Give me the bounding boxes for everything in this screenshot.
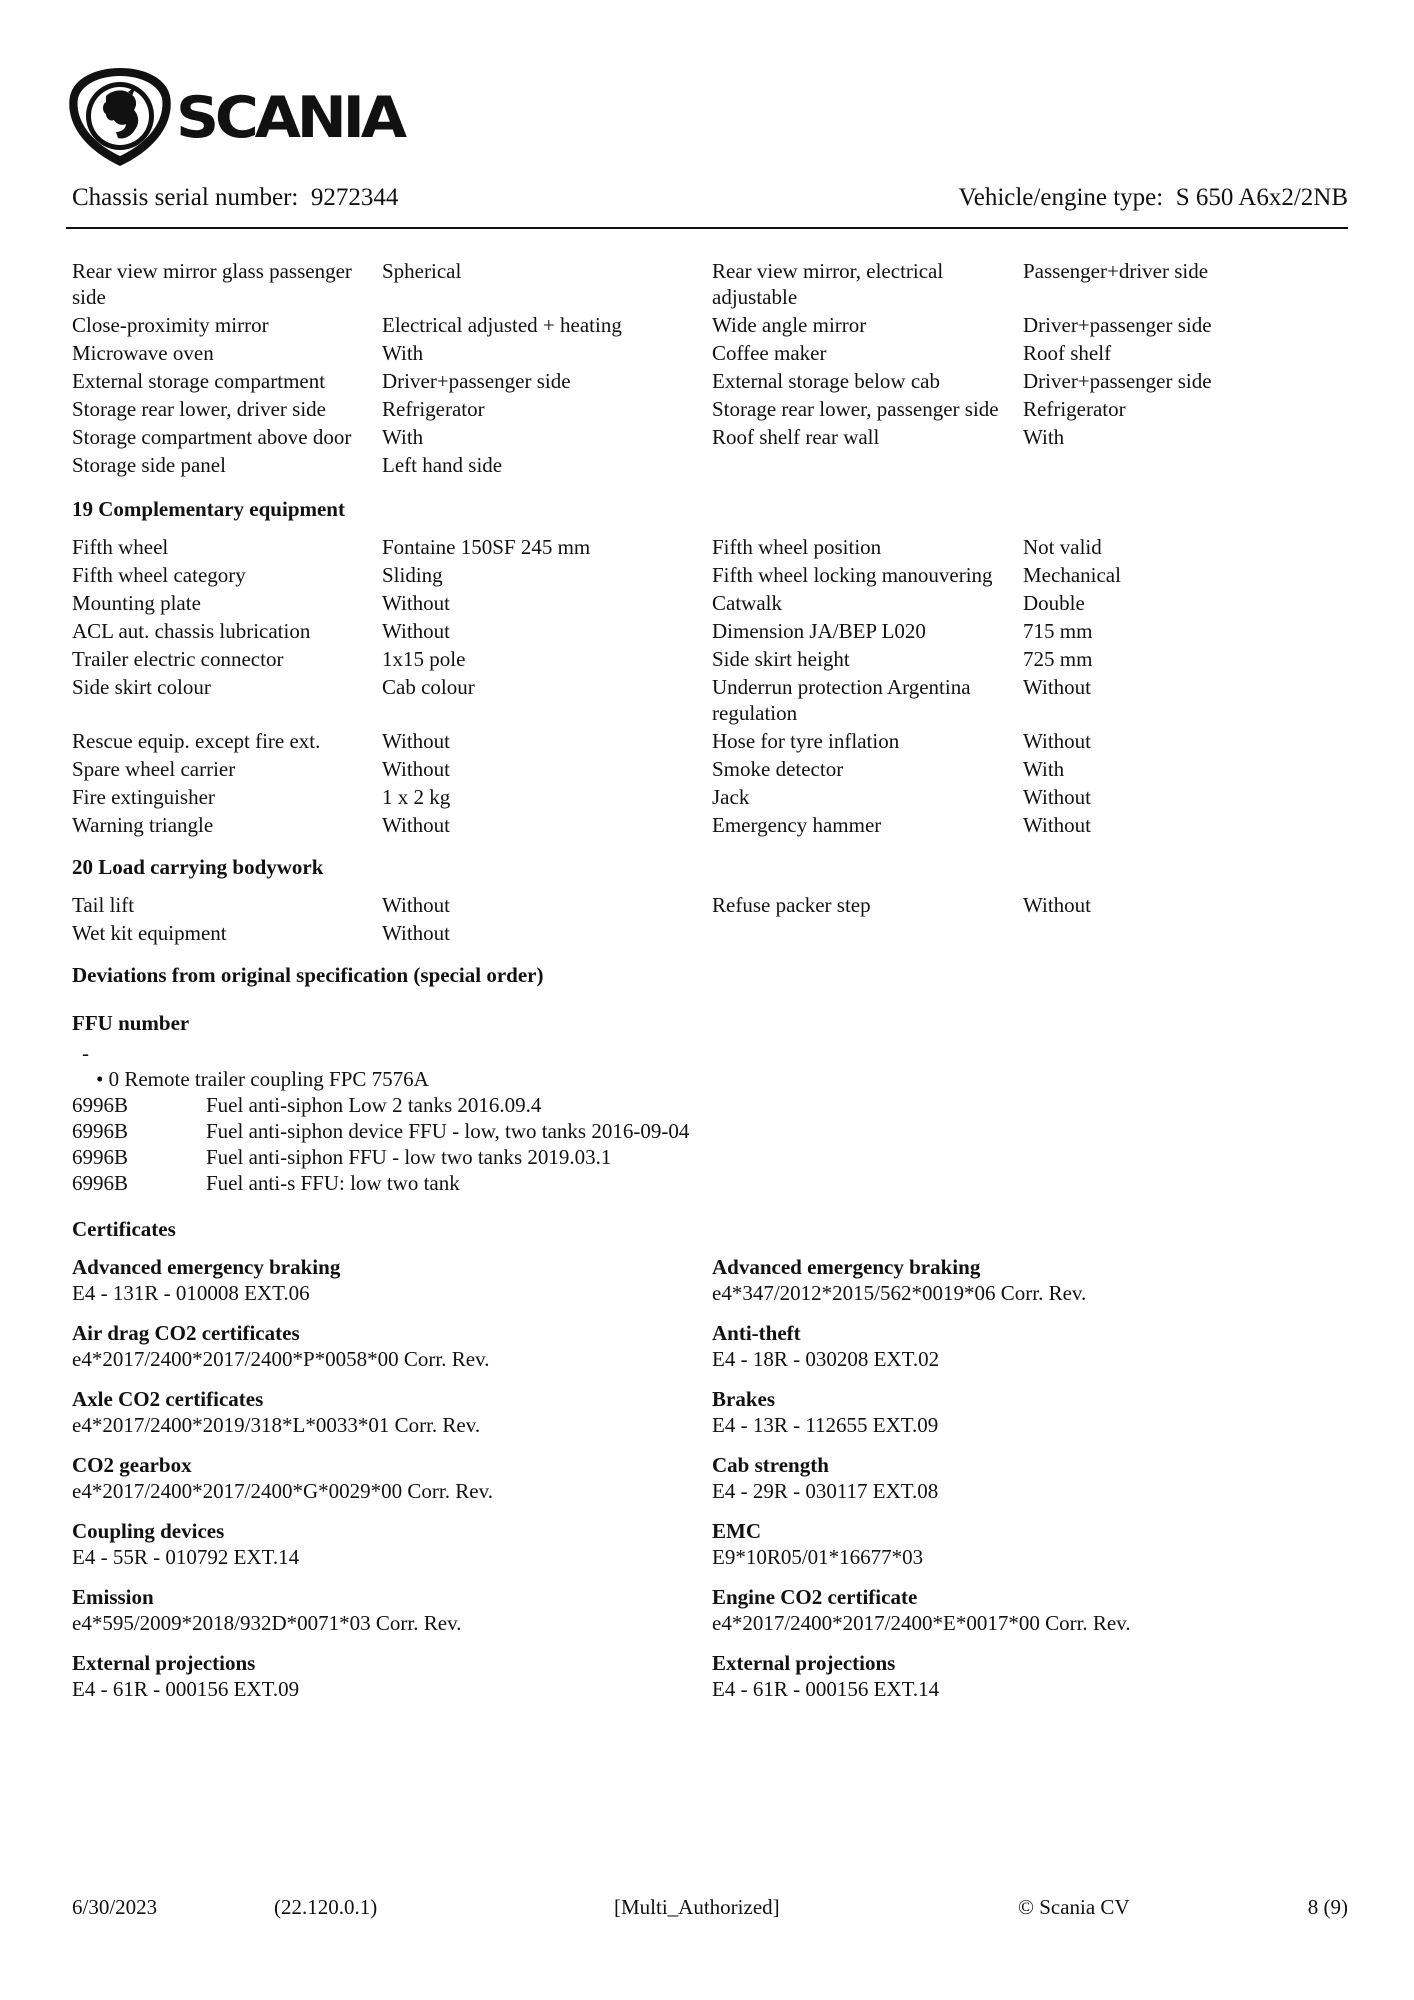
certificate-name: Emission: [72, 1585, 154, 1609]
spec-label: Warning triangle: [72, 813, 214, 837]
certificate-number: e4*347/2012*2015/562*0019*06 Corr. Rev.: [712, 1281, 1087, 1305]
certificate-number: E4 - 55R - 010792 EXT.14: [72, 1545, 300, 1569]
vehicle-value: S 650 A6x2/2NB: [1175, 184, 1348, 211]
spec-value: Without: [382, 729, 450, 753]
chassis-value: 9272344: [310, 184, 399, 211]
ffu-code: 6996B: [72, 1145, 129, 1169]
spec-value: With: [382, 425, 424, 449]
spec-value: Without: [382, 813, 450, 837]
spec-value: Without: [1023, 675, 1091, 699]
spec-value: Without: [382, 921, 450, 945]
spec-label: [712, 920, 1023, 946]
spec-label: ACL aut. chassis lubrication: [72, 619, 311, 643]
footer-authorization: [Multi_Authorized]: [614, 1895, 780, 1919]
spec-value: Driver+passenger side: [1023, 313, 1212, 337]
spec-value: Driver+passenger side: [1023, 369, 1212, 393]
cab-equipment-table: [72, 258, 1352, 478]
spec-value: Fontaine 150SF 245 mm: [382, 535, 591, 559]
spec-label: Spare wheel carrier: [72, 757, 236, 781]
footer-copyright: © Scania CV: [1018, 1895, 1130, 1919]
spec-value: With: [382, 341, 424, 365]
spec-value: Refrigerator: [382, 397, 485, 421]
chassis-serial: [72, 183, 398, 213]
spec-value: Without: [1023, 893, 1091, 917]
chassis-label: Chassis serial number:: [72, 184, 299, 211]
griffin-emblem-icon: [66, 66, 174, 168]
spec-label: Mounting plate: [72, 591, 201, 615]
spec-label: Side skirt height: [712, 647, 850, 671]
certificate-name: Coupling devices: [72, 1519, 225, 1543]
certificate-name: Advanced emergency braking: [712, 1255, 981, 1279]
spec-value: 725 mm: [1023, 647, 1093, 671]
vehicle-engine-type: [958, 183, 1348, 213]
spec-label: Rescue equip. except fire ext.: [72, 729, 321, 753]
certificate-item: [72, 1518, 712, 1570]
spec-label: Wide angle mirror: [712, 313, 867, 337]
spec-label: Fifth wheel: [72, 535, 169, 559]
certificate-number: E4 - 61R - 000156 EXT.09: [72, 1677, 300, 1701]
certificate-item: [72, 1452, 712, 1504]
certificate-item: [712, 1584, 1352, 1636]
spec-value: 1x15 pole: [382, 647, 466, 671]
spec-value: Cab colour: [382, 675, 475, 699]
spec-label: Jack: [712, 785, 750, 809]
spec-label: Close-proximity mirror: [72, 313, 269, 337]
certificate-item: [72, 1386, 712, 1438]
spec-value: [1023, 452, 1352, 478]
certificate-item: [712, 1650, 1352, 1702]
spec-value: Driver+passenger side: [382, 369, 571, 393]
spec-value: Left hand side: [382, 453, 503, 477]
spec-label: Trailer electric connector: [72, 647, 284, 671]
brand-wordmark: SCANIA: [176, 85, 403, 151]
spec-label: Fifth wheel locking manouvering: [712, 563, 993, 587]
certificate-number: e4*2017/2400*2017/2400*E*0017*00 Corr. Rev.: [712, 1611, 1131, 1635]
certificate-item: [72, 1320, 712, 1372]
spec-label: Catwalk: [712, 591, 782, 615]
spec-value: Passenger+driver side: [1023, 259, 1209, 283]
certificate-item: [72, 1650, 712, 1702]
spec-label: Dimension JA/BEP L020: [712, 619, 926, 643]
spec-value: Without: [382, 893, 450, 917]
ffu-description: Fuel anti-s FFU: low two tank: [206, 1171, 460, 1195]
spec-label: Rear view mirror, electrical adjustable: [712, 259, 944, 309]
scania-logo: [66, 66, 403, 168]
spec-label: Tail lift: [72, 893, 135, 917]
footer-version: (22.120.0.1): [274, 1895, 378, 1919]
certificate-name: Anti-theft: [712, 1321, 801, 1345]
spec-label: Rear view mirror glass passenger side: [72, 259, 352, 309]
spec-value: Electrical adjusted + heating: [382, 313, 622, 337]
spec-label: Coffee maker: [712, 341, 827, 365]
complementary-equipment-table: [72, 534, 1352, 838]
section-19-title: 19 Complementary equipment: [72, 497, 345, 521]
spec-label: Fifth wheel category: [72, 563, 246, 587]
certificate-name: Air drag CO2 certificates: [72, 1321, 300, 1345]
footer-date: 6/30/2023: [72, 1895, 158, 1919]
certificate-name: Advanced emergency braking: [72, 1255, 341, 1279]
spec-label: Storage compartment above door: [72, 425, 352, 449]
spec-label: External storage below cab: [712, 369, 940, 393]
spec-label: External storage compartment: [72, 369, 326, 393]
ffu-code: 6996B: [72, 1093, 129, 1117]
certificate-name: EMC: [712, 1519, 761, 1543]
spec-value: Not valid: [1023, 535, 1102, 559]
certificate-number: e4*2017/2400*2017/2400*G*0029*00 Corr. Rev.: [72, 1479, 493, 1503]
spec-label: Microwave oven: [72, 341, 214, 365]
load-bodywork-table: [72, 892, 1352, 946]
ffu-title: FFU number: [72, 1011, 190, 1035]
spec-value: Without: [1023, 813, 1091, 837]
spec-value: 1 x 2 kg: [382, 785, 451, 809]
spec-label: Fifth wheel position: [712, 535, 882, 559]
spec-label: Roof shelf rear wall: [712, 425, 880, 449]
ffu-code: 6996B: [72, 1171, 129, 1195]
spec-value: Double: [1023, 591, 1085, 615]
certificate-name: External projections: [712, 1651, 896, 1675]
vehicle-label: Vehicle/engine type:: [958, 184, 1164, 211]
spec-label: Storage rear lower, passenger side: [712, 397, 999, 421]
certificate-name: Brakes: [712, 1387, 775, 1411]
spec-value: [1023, 920, 1352, 946]
certificate-number: E4 - 13R - 112655 EXT.09: [712, 1413, 939, 1437]
ffu-description: Fuel anti-siphon device FFU - low, two tanks 2016-09-04: [206, 1119, 690, 1143]
spec-value: Roof shelf: [1023, 341, 1112, 365]
certificate-number: e4*2017/2400*2019/318*L*0033*01 Corr. Rev.: [72, 1413, 481, 1437]
ffu-description: Fuel anti-siphon Low 2 tanks 2016.09.4: [206, 1093, 542, 1117]
certificate-name: Axle CO2 certificates: [72, 1387, 264, 1411]
spec-label: Fire extinguisher: [72, 785, 215, 809]
certificate-number: E4 - 18R - 030208 EXT.02: [712, 1347, 940, 1371]
deviations-title: Deviations from original specification (special order): [72, 963, 544, 987]
spec-value: Sliding: [382, 563, 443, 587]
footer-page-number: 8 (9): [1307, 1895, 1348, 1919]
spec-value: Spherical: [382, 259, 462, 283]
spec-label: Smoke detector: [712, 757, 844, 781]
certificate-number: E9*10R05/01*16677*03: [712, 1545, 924, 1569]
certificate-item: [712, 1254, 1352, 1306]
spec-value: With: [1023, 425, 1065, 449]
certificate-number: E4 - 61R - 000156 EXT.14: [712, 1677, 940, 1701]
spec-value: Refrigerator: [1023, 397, 1126, 421]
certificate-number: E4 - 131R - 010008 EXT.06: [72, 1281, 310, 1305]
spec-label: Storage side panel: [72, 453, 226, 477]
ffu-list: [72, 1092, 1352, 1196]
spec-value: Mechanical: [1023, 563, 1121, 587]
section-20-title: 20 Load carrying bodywork: [72, 855, 324, 879]
ffu-row: [72, 1144, 1352, 1170]
certificate-name: External projections: [72, 1651, 256, 1675]
ffu-bullet: • 0 Remote trailer coupling FPC 7576A: [96, 1067, 429, 1091]
spec-label: Hose for tyre inflation: [712, 729, 900, 753]
spec-content: [72, 258, 1352, 1702]
spec-value: With: [1023, 757, 1065, 781]
spec-value: Without: [1023, 729, 1091, 753]
certificate-item: [712, 1386, 1352, 1438]
spec-label: Emergency hammer: [712, 813, 882, 837]
spec-label: [712, 452, 1023, 478]
certificate-item: [712, 1320, 1352, 1372]
ffu-code: 6996B: [72, 1119, 129, 1143]
certificate-item: [72, 1584, 712, 1636]
spec-value: 715 mm: [1023, 619, 1093, 643]
spec-label: Storage rear lower, driver side: [72, 397, 326, 421]
certificate-number: e4*595/2009*2018/932D*0071*03 Corr. Rev.: [72, 1611, 462, 1635]
certificate-name: CO2 gearbox: [72, 1453, 192, 1477]
spec-value: Without: [382, 619, 450, 643]
certificate-item: [712, 1452, 1352, 1504]
spec-value: Without: [1023, 785, 1091, 809]
ffu-row: [72, 1092, 1352, 1118]
certificate-number: E4 - 29R - 030117 EXT.08: [712, 1479, 939, 1503]
spec-label: Wet kit equipment: [72, 921, 227, 945]
certificates-title: Certificates: [72, 1217, 176, 1241]
spec-label: Side skirt colour: [72, 675, 211, 699]
spec-value: Without: [382, 757, 450, 781]
spec-value: Without: [382, 591, 450, 615]
certificate-item: [72, 1254, 712, 1306]
spec-label: Underrun protection Argentina regulation: [712, 675, 971, 725]
header-rule: [66, 227, 1348, 229]
certificate-name: Cab strength: [712, 1453, 829, 1477]
certificates-grid: [72, 1254, 1352, 1702]
certificate-name: Engine CO2 certificate: [712, 1585, 918, 1609]
ffu-description: Fuel anti-siphon FFU - low two tanks 2019.03.1: [206, 1145, 612, 1169]
ffu-dash: -: [82, 1041, 89, 1065]
ffu-row: [72, 1118, 1352, 1144]
certificate-number: e4*2017/2400*2017/2400*P*0058*00 Corr. Rev.: [72, 1347, 490, 1371]
ffu-row: [72, 1170, 1352, 1196]
spec-label: Refuse packer step: [712, 893, 871, 917]
certificate-item: [712, 1518, 1352, 1570]
